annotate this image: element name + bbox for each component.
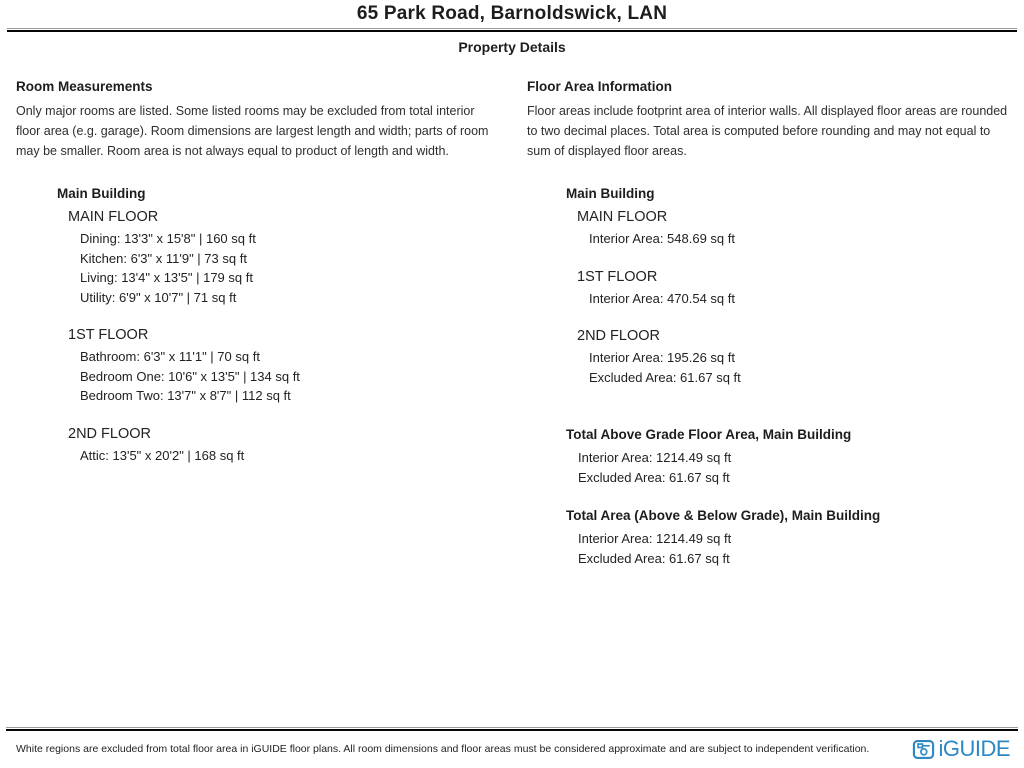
building-name: Main Building [566,186,655,201]
floor-area-section [512,78,1014,568]
total-heading: Total Area (Above & Below Grade), Main Building [566,508,881,523]
room-line: Bedroom Two: 13'7" x 8'7" | 112 sq ft [80,388,291,403]
floor-name: 1ST FLOOR [577,268,658,285]
totals-section [527,426,1014,568]
area-line: Excluded Area: 61.67 sq ft [578,469,730,485]
floor-block-1st-floor [68,326,512,406]
area-line: Interior Area: 1214.49 sq ft [578,531,732,546]
area-block-2nd-floor [577,327,1014,387]
floor-name: 1ST FLOOR [68,327,149,343]
floor-name: 2ND FLOOR [68,425,151,442]
room-line: Bathroom: 6'3" x 11'1" | 70 sq ft [80,349,260,364]
page-subtitle: Property Details [458,39,566,55]
floor-area-description: Floor areas include footprint area of interior walls. All displayed floor areas are rounded to two decimal places. Total area is computed before rounding and may not equal to sum of displayed floor areas. [527,104,1008,158]
footer-row [0,731,1024,761]
building-name: Main Building [57,186,146,201]
total-above-below-grade-block [566,507,1014,568]
room-line: Utility: 6'9" x 10'7" | 71 sq ft [80,289,237,305]
floor-name: MAIN FLOOR [577,209,668,225]
room-measurements-description: Only major rooms are listed. Some listed rooms may be excluded from total interior floor area (e.g. garage). Room dimensions are largest length and width; parts of room may be smaller. Room area is not always equal to product of length and width. [16,104,489,158]
floor-area-heading: Floor Area Information [527,79,673,94]
iguide-camera-icon [912,738,935,761]
area-block-1st-floor [577,268,1014,309]
title-divider [7,28,1017,32]
room-line: Kitchen: 6'3" x 11'9" | 73 sq ft [80,250,247,266]
floor-name: 2ND FLOOR [577,328,660,344]
floor-block-main-floor [68,208,512,307]
iguide-logo [912,737,1010,761]
room-measurements-building [16,185,512,465]
room-line: Living: 13'4" x 13'5" | 179 sq ft [80,270,253,285]
room-line: Bedroom One: 10'6" x 13'5" | 134 sq ft [80,368,300,384]
room-line: Dining: 13'3" x 15'8" | 160 sq ft [80,231,256,246]
footer-disclaimer: White regions are excluded from total floor area in iGUIDE floor plans. All room dimensions and floor areas must be considered approximate and are subject to independent verification. [16,742,870,755]
area-line: Excluded Area: 61.67 sq ft [589,369,741,385]
area-line: Interior Area: 548.69 sq ft [589,231,735,246]
floor-area-building [527,185,1014,568]
total-above-grade-block [566,426,1014,487]
room-measurements-section [16,78,512,484]
floor-name: MAIN FLOOR [68,209,159,225]
area-line: Interior Area: 470.54 sq ft [589,290,735,306]
floor-block-2nd-floor [68,425,512,466]
area-line: Interior Area: 1214.49 sq ft [578,450,732,465]
iguide-wordmark: iGUIDE [938,736,1010,761]
content-columns [0,56,1024,568]
page-header [0,0,1024,56]
page-title: 65 Park Road, Barnoldswick, LAN [356,3,668,24]
area-block-main-floor [577,208,1014,249]
area-line: Excluded Area: 61.67 sq ft [578,550,730,566]
room-line: Attic: 13'5" x 20'2" | 168 sq ft [80,447,245,463]
area-line: Interior Area: 195.26 sq ft [589,350,735,365]
room-measurements-heading: Room Measurements [16,79,153,94]
page-footer [0,727,1024,768]
total-heading: Total Above Grade Floor Area, Main Building [566,427,852,442]
